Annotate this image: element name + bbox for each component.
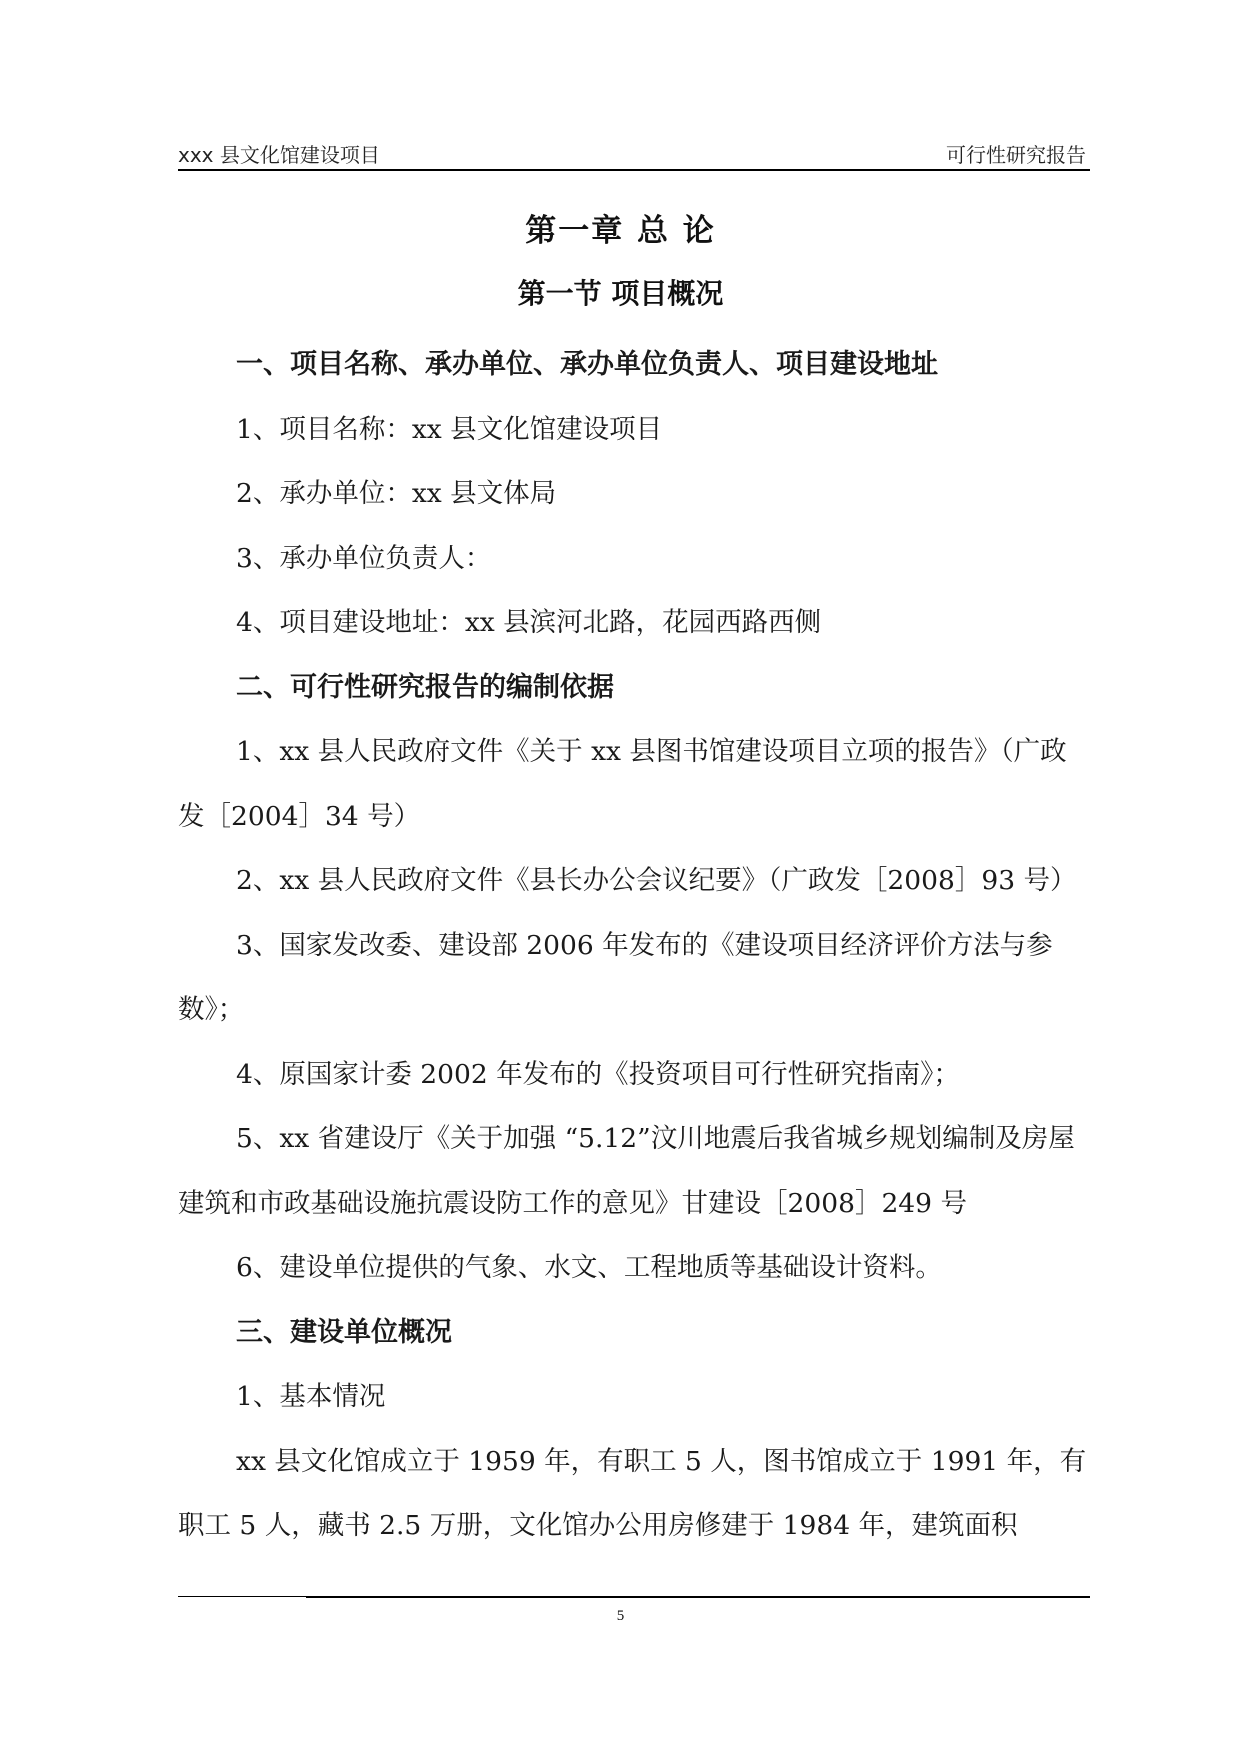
paragraph: 1、xx 县人民政府文件《关于 xx 县图书馆建设项目立项的报告》（广政发［2004］34 号） xyxy=(178,736,1067,832)
footer-rule-short xyxy=(178,1596,306,1597)
paragraph: 3、国家发改委、建设部 2006 年发布的《建设项目经济评价方法与参数》； xyxy=(178,929,1053,1025)
paragraph: 4、原国家计委 2002 年发布的《投资项目可行性研究指南》； xyxy=(236,1058,960,1090)
page-header xyxy=(178,137,1090,171)
footer-rule xyxy=(306,1596,1090,1598)
paragraph: 2、xx 县人民政府文件《县长办公会议纪要》（广政发［2008］93 号） xyxy=(236,865,1077,896)
body-text xyxy=(178,333,1090,1559)
paragraph: xx 县文化馆成立于 1959 年，有职工 5 人，图书馆成立于 1991 年，有职工 5 人，藏书 2.5 万册，文化馆办公用房修建于 1984 年，建筑面积 xyxy=(178,1445,1087,1541)
header-report-type: 可行性研究报告 xyxy=(946,143,1086,167)
subsection-heading: 二、可行性研究报告的编制依据 xyxy=(236,671,614,703)
paragraph: 3、承办单位负责人： xyxy=(236,542,492,574)
chapter-title: 第一章 总 论 xyxy=(525,213,716,249)
paragraph: 5、xx 省建设厅《关于加强 “5.12”汶川地震后我省城乡规划编制及房屋建筑和市政基础设施抗震设防工作的意见》甘建设［2008］249 号 xyxy=(178,1123,1075,1219)
header-project-name: xxx 县文化馆建设项目 xyxy=(178,143,380,167)
paragraph: 1、基本情况 xyxy=(236,1381,386,1412)
paragraph: 1、项目名称：xx 县文化馆建设项目 xyxy=(236,413,663,445)
paragraph: 6、建设单位提供的气象、水文、工程地质等基础设计资料。 xyxy=(236,1252,942,1283)
paragraph: 2、承办单位：xx 县文体局 xyxy=(236,478,557,509)
paragraph: 4、项目建设地址：xx 县滨河北路，花园西路西侧 xyxy=(236,607,822,638)
subsection-heading: 三、建设单位概况 xyxy=(236,1316,452,1348)
page-number: 5 xyxy=(616,1608,625,1624)
section-title: 第一节 项目概况 xyxy=(517,277,724,310)
subsection-heading: 一、项目名称、承办单位、承办单位负责人、项目建设地址 xyxy=(236,349,938,380)
